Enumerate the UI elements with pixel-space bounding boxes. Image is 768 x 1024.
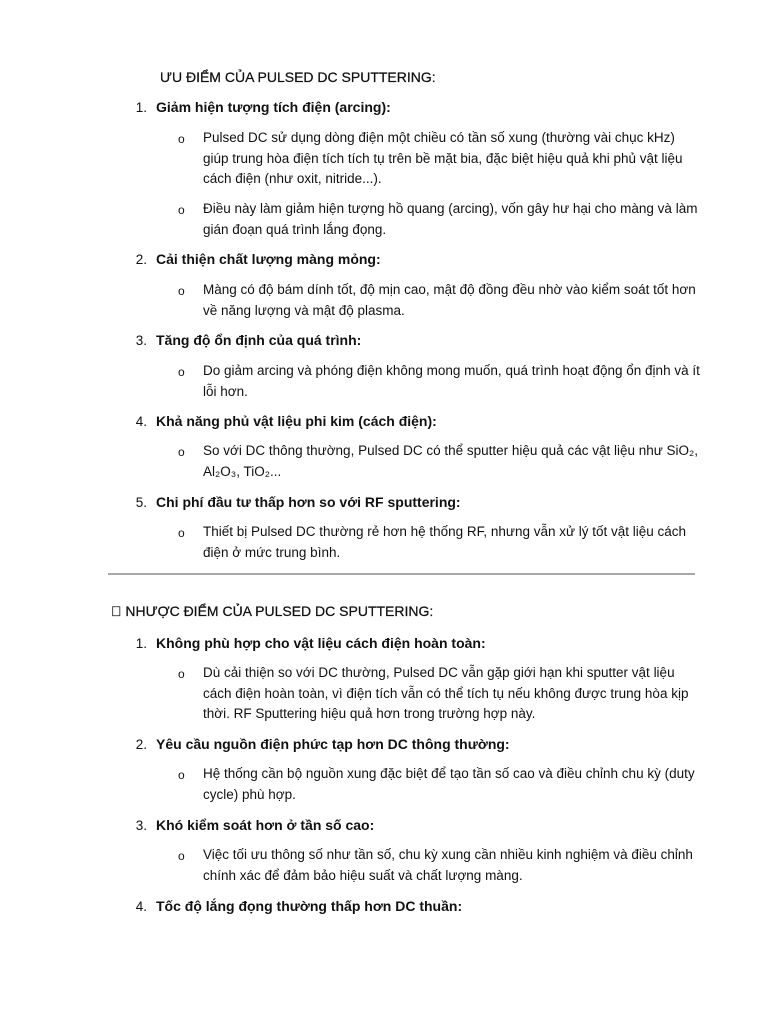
bullet-marker: o xyxy=(178,768,185,782)
item-number: 2. xyxy=(135,252,147,267)
bullet-text: Thiết bị Pulsed DC thường rẻ hơn hệ thống RF, nhưng vẫn xử lý tốt vật liệu cách điện ở mức trung bình. xyxy=(203,524,687,560)
bullet-marker: o xyxy=(178,849,185,863)
bullet-text: Điều này làm giảm hiện tượng hồ quang (arcing), vốn gây hư hại cho màng và làm gián đoạn quá trình lắng đọng. xyxy=(203,201,698,237)
item-number: 4. xyxy=(135,414,147,429)
item-title: Khó kiểm soát hơn ở tần số cao: xyxy=(156,817,375,833)
bullet-text: Màng có độ bám dính tốt, độ mịn cao, mật độ đồng đều nhờ vào kiểm soát tốt hơn về năng lượng và mật độ plasma. xyxy=(203,282,696,318)
bullet-marker: o xyxy=(178,284,185,298)
item-title: Yêu cầu nguồn điện phức tạp hơn DC thông thường: xyxy=(156,736,510,752)
item-number: 1. xyxy=(135,636,147,651)
item-number: 4. xyxy=(135,899,147,914)
item-title: Không phù hợp cho vật liệu cách điện hoàn toàn: xyxy=(156,635,486,651)
item-title: Khả năng phủ vật liệu phi kim (cách điện): xyxy=(156,413,437,429)
bullet-text: So với DC thông thường, Pulsed DC có thể sputter hiệu quả các vật liệu như SiO₂, Al₂O₃, TiO₂... xyxy=(203,443,699,479)
bullet-text: Hệ thống cần bộ nguồn xung đặc biệt để tạo tần số cao và điều chỉnh chu kỳ (duty cycle) phù hợp. xyxy=(203,766,695,802)
bullet-marker: o xyxy=(178,526,185,540)
bullet-text: Dù cải thiện so với DC thường, Pulsed DC vẫn gặp giới hạn khi sputter vật liệu cách điện hoàn toàn, vì điện tích vẫn có thể tích tụ nếu không được trung hòa kịp thời. RF Sputtering hiệu quả hơn trong trường hợp này. xyxy=(203,665,689,721)
advantages-heading: ƯU ĐIỂM CỦA PULSED DC SPUTTERING: xyxy=(160,69,436,85)
item-title: Tăng độ ổn định của quá trình: xyxy=(156,332,362,348)
bullet-marker: o xyxy=(178,445,185,459)
bullet-text: Việc tối ưu thông số như tần số, chu kỳ xung cần nhiều kinh nghiệm và điều chỉnh chính xác để đảm bảo hiệu suất và chất lượng màng. xyxy=(203,847,693,883)
bullet-marker: o xyxy=(178,132,185,146)
bullet-text: Do giảm arcing và phóng điện không mong muốn, quá trình hoạt động ổn định và ít lỗi hơn. xyxy=(203,363,700,399)
item-title: Giảm hiện tượng tích điện (arcing): xyxy=(156,99,391,115)
item-title: Cải thiện chất lượng màng mỏng: xyxy=(156,251,381,267)
item-number: 2. xyxy=(135,737,147,752)
item-number: 3. xyxy=(135,333,147,348)
item-title: Tốc độ lắng đọng thường thấp hơn DC thuần: xyxy=(156,898,463,914)
disadvantages-heading: 􀀀 NHƯỢC ĐIỂM CỦA PULSED DC SPUTTERING: xyxy=(111,603,434,619)
bullet-marker: o xyxy=(178,667,185,681)
item-number: 1. xyxy=(135,100,147,115)
section-divider xyxy=(108,573,695,575)
bullet-marker: o xyxy=(178,203,185,217)
bullet-text: Pulsed DC sử dụng dòng điện một chiều có tần số xung (thường vài chục kHz) giúp trung hòa điện tích tích tụ trên bề mặt bia, đặc biệt hiệu quả khi phủ vật liệu cách điện (như oxit, nitride...). xyxy=(203,130,683,186)
item-number: 5. xyxy=(135,495,147,510)
item-title: Chi phí đầu tư thấp hơn so với RF sputtering: xyxy=(156,494,461,510)
bullet-marker: o xyxy=(178,365,185,379)
item-number: 3. xyxy=(135,818,147,833)
